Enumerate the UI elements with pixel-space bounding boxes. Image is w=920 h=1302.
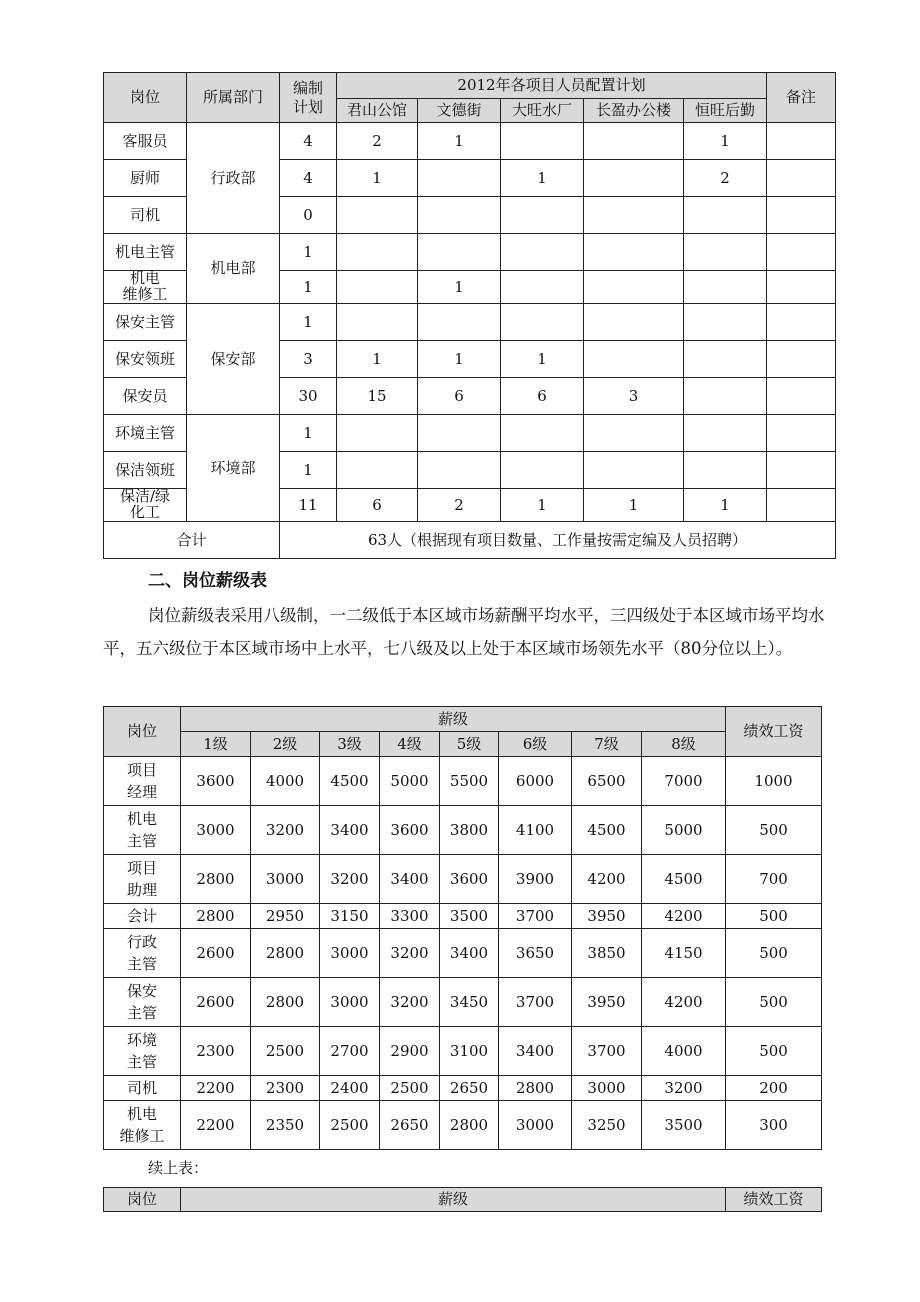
- post-cell: 项目 助理: [104, 855, 181, 904]
- value-cell: [337, 271, 418, 304]
- salary-cell: 2500: [380, 1076, 440, 1101]
- salary-cell: 2200: [181, 1101, 251, 1150]
- table-row: [104, 234, 836, 271]
- header-project: 恒旺后勤: [684, 99, 767, 123]
- quota-cell: 1: [280, 234, 337, 271]
- remark-cell: [767, 415, 836, 452]
- value-cell: [418, 304, 501, 341]
- dept-cell: 机电部: [187, 234, 280, 304]
- value-cell: [684, 341, 767, 378]
- salary-cell: 2300: [181, 1027, 251, 1076]
- value-cell: [684, 271, 767, 304]
- header-project: 长盈办公楼: [584, 99, 684, 123]
- post-cell: 司机: [104, 197, 187, 234]
- salary-cell: 3000: [320, 929, 380, 978]
- table-row: [104, 1027, 822, 1076]
- value-cell: 2: [337, 123, 418, 160]
- salary-cell: 3950: [572, 904, 642, 929]
- salary-cell: 2800: [181, 904, 251, 929]
- salary-cell: 2400: [320, 1076, 380, 1101]
- header-quota: 编制 计划: [280, 73, 337, 123]
- salary-cell: 2500: [320, 1101, 380, 1150]
- remark-cell: [767, 378, 836, 415]
- table-row: [104, 1076, 822, 1101]
- value-cell: [584, 341, 684, 378]
- salary-cell: 4200: [642, 904, 726, 929]
- header-grade: 薪级: [181, 1188, 726, 1212]
- post-cell: 机电 维修工: [104, 1101, 181, 1150]
- salary-cell: 3400: [320, 806, 380, 855]
- salary-cell: 2800: [251, 929, 320, 978]
- bonus-cell: 500: [726, 978, 822, 1027]
- salary-cell: 3150: [320, 904, 380, 929]
- value-cell: 1: [501, 341, 584, 378]
- bonus-cell: 1000: [726, 757, 822, 806]
- quota-cell: 1: [280, 452, 337, 489]
- salary-cell: 4100: [499, 806, 572, 855]
- value-cell: 1: [684, 123, 767, 160]
- header-project: 君山公馆: [337, 99, 418, 123]
- value-cell: [684, 234, 767, 271]
- header-level: 6级: [499, 732, 572, 757]
- value-cell: [501, 123, 584, 160]
- value-cell: [501, 415, 584, 452]
- value-cell: [684, 415, 767, 452]
- quota-cell: 11: [280, 489, 337, 522]
- post-cell: 保安 主管: [104, 978, 181, 1027]
- salary-cell: 3200: [380, 978, 440, 1027]
- table-row: [104, 929, 822, 978]
- value-cell: [684, 378, 767, 415]
- post-cell: 项目 经理: [104, 757, 181, 806]
- post-cell: 会计: [104, 904, 181, 929]
- header-level: 3级: [320, 732, 380, 757]
- salary-cell: 5000: [642, 806, 726, 855]
- value-cell: 1: [418, 123, 501, 160]
- value-cell: 1: [501, 489, 584, 522]
- header-post: 岗位: [104, 73, 187, 123]
- value-cell: [684, 304, 767, 341]
- salary-table: [103, 706, 822, 1150]
- salary-cell: 3000: [251, 855, 320, 904]
- value-cell: [684, 197, 767, 234]
- table-row: [104, 855, 822, 904]
- value-cell: [501, 452, 584, 489]
- value-cell: 6: [418, 378, 501, 415]
- quota-cell: 30: [280, 378, 337, 415]
- salary-cell: 3950: [572, 978, 642, 1027]
- bonus-cell: 300: [726, 1101, 822, 1150]
- header-remarks: 备注: [767, 73, 836, 123]
- salary-cell: 2900: [380, 1027, 440, 1076]
- value-cell: [501, 197, 584, 234]
- post-cell: 保洁/绿 化工: [104, 489, 187, 522]
- value-cell: 2: [684, 160, 767, 197]
- value-cell: 1: [337, 341, 418, 378]
- value-cell: 1: [337, 160, 418, 197]
- salary-cell: 2600: [181, 929, 251, 978]
- value-cell: 15: [337, 378, 418, 415]
- salary-cell: 2350: [251, 1101, 320, 1150]
- quota-cell: 1: [280, 415, 337, 452]
- header-bonus: 绩效工资: [726, 1188, 822, 1212]
- post-cell: 环境 主管: [104, 1027, 181, 1076]
- section-heading: 二、岗位薪级表: [148, 571, 267, 591]
- value-cell: [501, 304, 584, 341]
- post-cell: 机电 主管: [104, 806, 181, 855]
- value-cell: [337, 415, 418, 452]
- quota-cell: 0: [280, 197, 337, 234]
- header-dept: 所属部门: [187, 73, 280, 123]
- salary-cell: 4000: [642, 1027, 726, 1076]
- salary-cell: 3400: [380, 855, 440, 904]
- header-level: 2级: [251, 732, 320, 757]
- salary-cell: 3600: [181, 757, 251, 806]
- quota-cell: 4: [280, 123, 337, 160]
- dept-cell: 环境部: [187, 415, 280, 522]
- header-plan-title: 2012年各项目人员配置计划: [337, 73, 767, 99]
- table-row: [104, 978, 822, 1027]
- header-level: 4级: [380, 732, 440, 757]
- table-row: [104, 415, 836, 452]
- remark-cell: [767, 197, 836, 234]
- value-cell: [584, 304, 684, 341]
- total-value: 63人（根据现有项目数量、工作量按需定编及人员招聘）: [280, 522, 836, 559]
- salary-cell: 3300: [380, 904, 440, 929]
- table-row: [104, 904, 822, 929]
- salary-cell: 3500: [440, 904, 499, 929]
- post-cell: 保洁领班: [104, 452, 187, 489]
- salary-cell: 3650: [499, 929, 572, 978]
- value-cell: 1: [584, 489, 684, 522]
- salary-cell: 5500: [440, 757, 499, 806]
- value-cell: [337, 234, 418, 271]
- salary-cell: 2650: [380, 1101, 440, 1150]
- value-cell: [418, 234, 501, 271]
- salary-cell: 3600: [440, 855, 499, 904]
- value-cell: 1: [501, 160, 584, 197]
- salary-cell: 3600: [380, 806, 440, 855]
- salary-cell: 2300: [251, 1076, 320, 1101]
- table-row: [104, 757, 822, 806]
- remark-cell: [767, 489, 836, 522]
- salary-cell: 3850: [572, 929, 642, 978]
- value-cell: [337, 304, 418, 341]
- value-cell: [584, 415, 684, 452]
- value-cell: [418, 197, 501, 234]
- salary-cell: 2800: [181, 855, 251, 904]
- remark-cell: [767, 452, 836, 489]
- quota-cell: 4: [280, 160, 337, 197]
- salary-cell: 4150: [642, 929, 726, 978]
- salary-cell: 4500: [320, 757, 380, 806]
- post-cell: 保安主管: [104, 304, 187, 341]
- salary-cell: 3200: [380, 929, 440, 978]
- salary-cell: 5000: [380, 757, 440, 806]
- salary-cell: 4500: [572, 806, 642, 855]
- quota-cell: 1: [280, 271, 337, 304]
- remark-cell: [767, 341, 836, 378]
- value-cell: [337, 197, 418, 234]
- continued-label: 续上表：: [148, 1159, 209, 1177]
- salary-cell: 3250: [572, 1101, 642, 1150]
- salary-cell: 2200: [181, 1076, 251, 1101]
- salary-cell: 2950: [251, 904, 320, 929]
- salary-cell: 4200: [572, 855, 642, 904]
- value-cell: [418, 160, 501, 197]
- post-cell: 机电主管: [104, 234, 187, 271]
- bonus-cell: 500: [726, 806, 822, 855]
- value-cell: [501, 234, 584, 271]
- header-post: 岗位: [104, 707, 181, 757]
- salary-cell: 2600: [181, 978, 251, 1027]
- bonus-cell: 200: [726, 1076, 822, 1101]
- salary-cell: 2700: [320, 1027, 380, 1076]
- bonus-cell: 500: [726, 904, 822, 929]
- salary-cell: 3200: [642, 1076, 726, 1101]
- salary-cell: 3900: [499, 855, 572, 904]
- value-cell: 6: [501, 378, 584, 415]
- salary-cell: 2800: [251, 978, 320, 1027]
- bonus-cell: 500: [726, 929, 822, 978]
- value-cell: [584, 123, 684, 160]
- dept-cell: 行政部: [187, 123, 280, 234]
- salary-cell: 3500: [642, 1101, 726, 1150]
- value-cell: [684, 452, 767, 489]
- value-cell: 2: [418, 489, 501, 522]
- table-row: [104, 304, 836, 341]
- salary-cell: 3700: [572, 1027, 642, 1076]
- header-level: 1级: [181, 732, 251, 757]
- post-cell: 环境主管: [104, 415, 187, 452]
- salary-cell: 3450: [440, 978, 499, 1027]
- salary-cell: 3700: [499, 978, 572, 1027]
- salary-cell: 2650: [440, 1076, 499, 1101]
- dept-cell: 保安部: [187, 304, 280, 415]
- post-cell: 厨师: [104, 160, 187, 197]
- quota-cell: 1: [280, 304, 337, 341]
- header-project: 文德街: [418, 99, 501, 123]
- value-cell: [584, 271, 684, 304]
- value-cell: [584, 197, 684, 234]
- salary-cell: 3000: [320, 978, 380, 1027]
- value-cell: 6: [337, 489, 418, 522]
- salary-cell: 2800: [499, 1076, 572, 1101]
- header-post: 岗位: [104, 1188, 181, 1212]
- header-level: 7级: [572, 732, 642, 757]
- table-row: [104, 123, 836, 160]
- header-bonus: 绩效工资: [726, 707, 822, 757]
- staffing-table: [103, 72, 836, 559]
- salary-cell: 3400: [440, 929, 499, 978]
- salary-cell: 4200: [642, 978, 726, 1027]
- value-cell: [418, 415, 501, 452]
- salary-cell: 3000: [181, 806, 251, 855]
- salary-cell: 3400: [499, 1027, 572, 1076]
- value-cell: [418, 452, 501, 489]
- value-cell: 1: [684, 489, 767, 522]
- salary-cell: 7000: [642, 757, 726, 806]
- value-cell: 1: [418, 271, 501, 304]
- value-cell: [584, 452, 684, 489]
- salary-cell: 3000: [572, 1076, 642, 1101]
- header-level: 5级: [440, 732, 499, 757]
- quota-cell: 3: [280, 341, 337, 378]
- value-cell: [584, 234, 684, 271]
- table-row: [104, 806, 822, 855]
- salary-table-continued: [103, 1187, 822, 1212]
- table-row: [104, 1101, 822, 1150]
- header-project: 大旺水厂: [501, 99, 584, 123]
- post-cell: 保安员: [104, 378, 187, 415]
- post-cell: 客服员: [104, 123, 187, 160]
- salary-cell: 2800: [440, 1101, 499, 1150]
- value-cell: 3: [584, 378, 684, 415]
- value-cell: [501, 271, 584, 304]
- post-cell: 行政 主管: [104, 929, 181, 978]
- salary-cell: 2500: [251, 1027, 320, 1076]
- value-cell: [584, 160, 684, 197]
- salary-cell: 4000: [251, 757, 320, 806]
- salary-cell: 4500: [642, 855, 726, 904]
- description-paragraph: 岗位薪级表采用八级制，一二级低于本区域市场薪酬平均水平，三四级处于本区域市场平均水平，五六级位于本区域市场中上水平，七八级及以上处于本区域市场领先水平（80分位以上）。: [103, 606, 825, 658]
- salary-cell: 3000: [499, 1101, 572, 1150]
- remark-cell: [767, 271, 836, 304]
- header-level: 8级: [642, 732, 726, 757]
- post-cell: 机电 维修工: [104, 271, 187, 304]
- salary-cell: 3200: [320, 855, 380, 904]
- salary-cell: 3100: [440, 1027, 499, 1076]
- salary-cell: 6500: [572, 757, 642, 806]
- total-label: 合计: [104, 522, 280, 559]
- bonus-cell: 700: [726, 855, 822, 904]
- header-grade: 薪级: [181, 707, 726, 732]
- salary-cell: 3700: [499, 904, 572, 929]
- post-cell: 保安领班: [104, 341, 187, 378]
- salary-cell: 3800: [440, 806, 499, 855]
- bonus-cell: 500: [726, 1027, 822, 1076]
- salary-cell: 6000: [499, 757, 572, 806]
- remark-cell: [767, 234, 836, 271]
- post-cell: 司机: [104, 1076, 181, 1101]
- remark-cell: [767, 123, 836, 160]
- remark-cell: [767, 304, 836, 341]
- value-cell: [337, 452, 418, 489]
- value-cell: 1: [418, 341, 501, 378]
- remark-cell: [767, 160, 836, 197]
- salary-cell: 3200: [251, 806, 320, 855]
